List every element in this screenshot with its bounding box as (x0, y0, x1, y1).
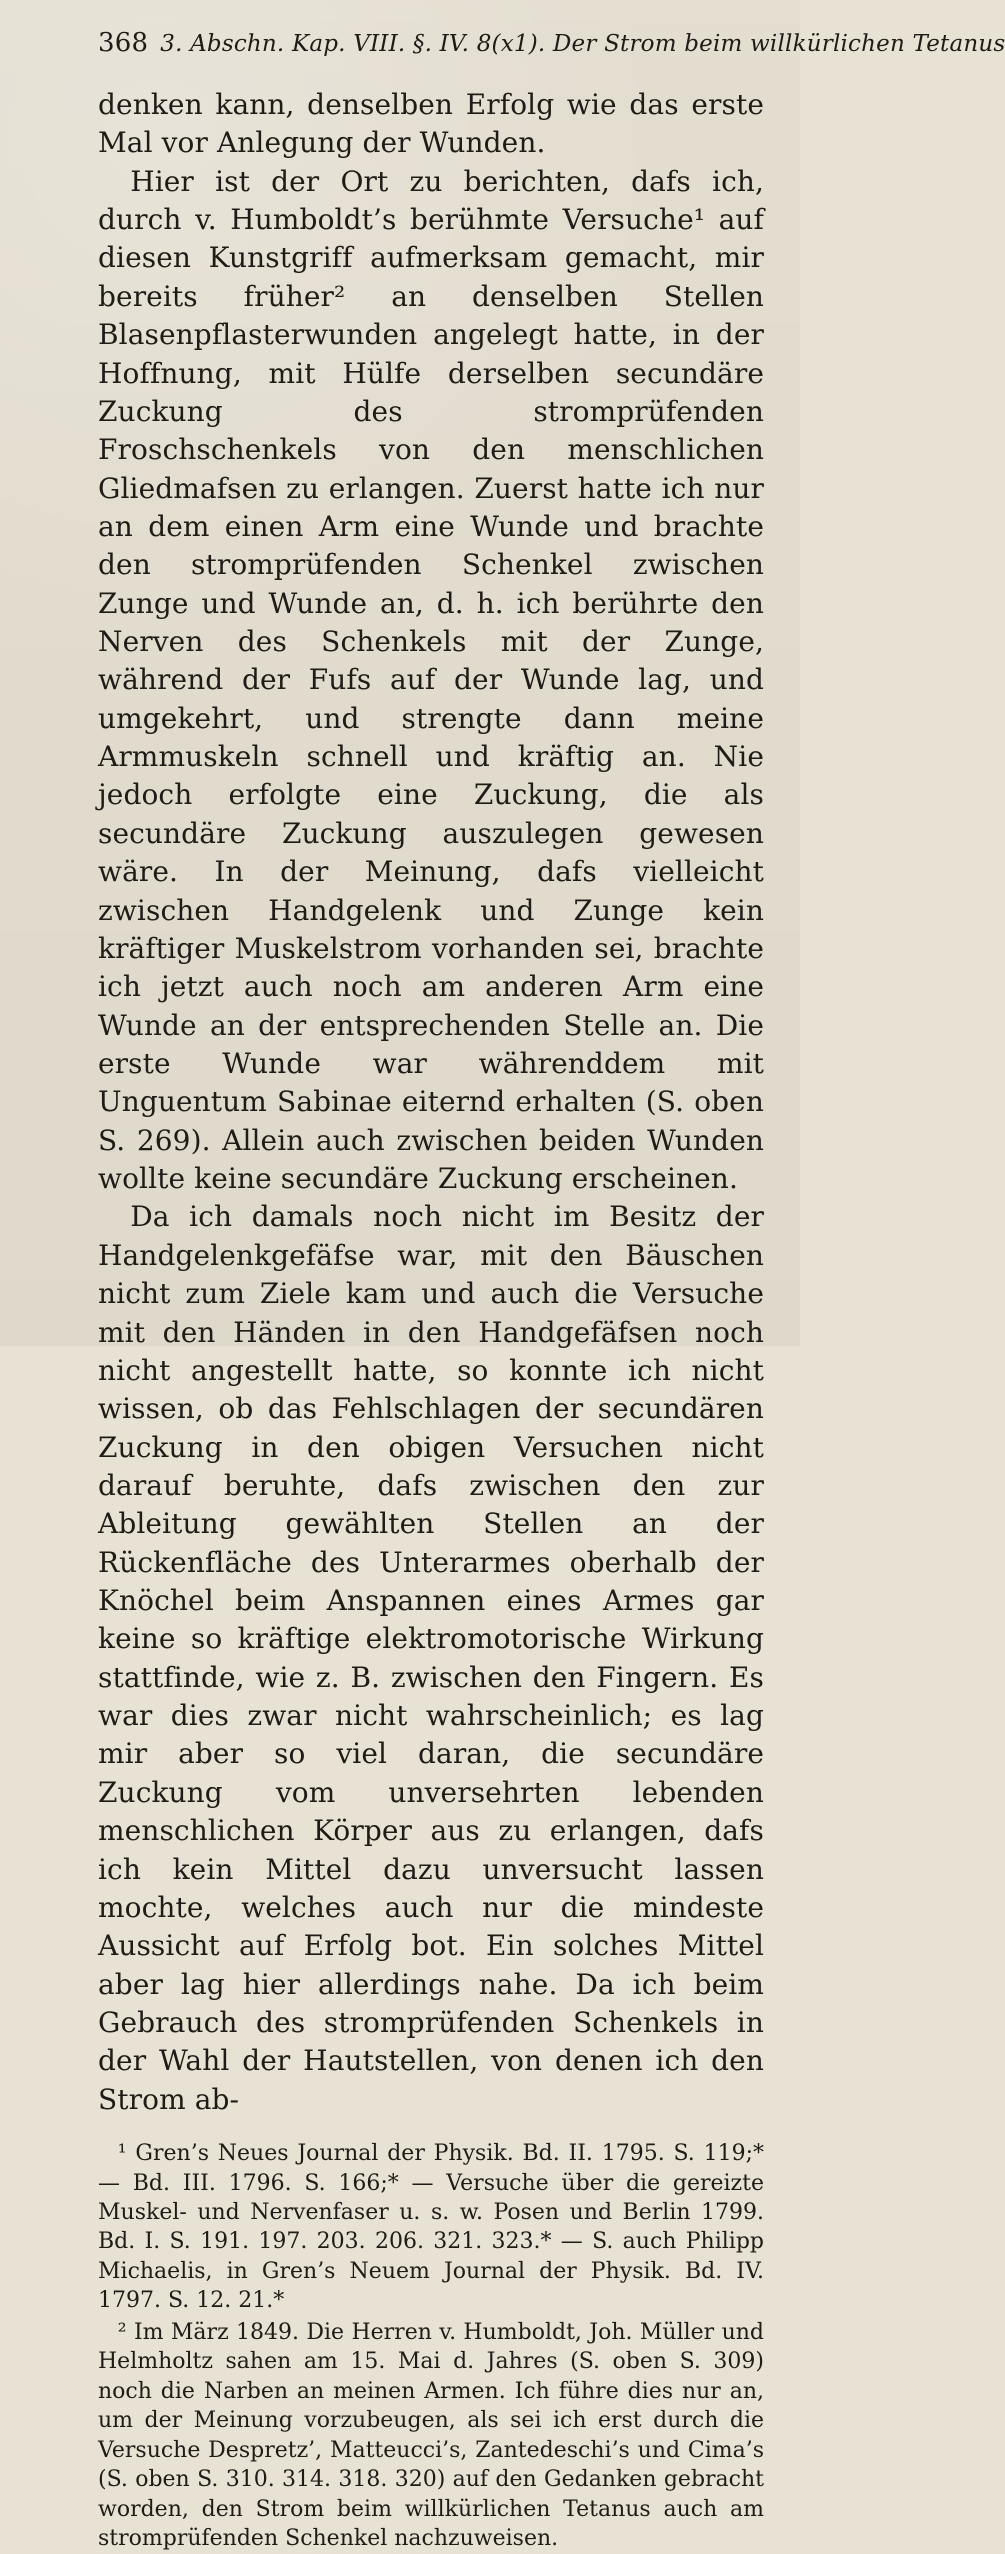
footnotes (98, 2139, 764, 2554)
page-header (98, 28, 1005, 58)
paragraph-da: Da ich damals noch nicht im Besitz der Handgelenkgefäfse war, mit den Bäuschen nicht zum Ziele kam und auch die Versuche mit den Händen in den Handgefäfsen noch nicht angestellt hatte, so konnte ich nicht wissen, ob das Fehlschlagen der secundären Zuckung in den obigen Versuchen nicht darauf beruhte, dafs zwischen den zur Ableitung gewählten Stellen an der Rückenfläche des Unterarmes oberhalb der Knöchel beim Anspannen eines Armes gar keine so kräftige elektromotorische Wirkung stattfinde, wie z. B. zwischen den Fingern. Es war dies zwar nicht wahrscheinlich; es lag mir aber so viel daran, die secundäre Zuckung vom unversehrten lebenden menschlichen Körper aus zu erlangen, dafs ich kein Mittel dazu unversucht lassen mochte, welches auch nur die mindeste Aussicht auf Erfolg bot. Ein solches Mittel aber lag hier allerdings nahe. Da ich beim Gebrauch des stromprüfenden Schenkels in der Wahl der Hautstellen, von denen ich den Strom ab- (98, 1200, 764, 2116)
paragraph-continuation: denken kann, denselben Erfolg wie das erste Mal vor Anlegung der Wunden. (98, 88, 764, 160)
page-number: 368 (98, 28, 149, 58)
body-text (98, 86, 764, 2119)
paragraph-hier: Hier ist der Ort zu berichten, dafs ich, durch v. Humboldt’s berühmte Versuche¹ auf diesen Kunstgriff aufmerksam gemacht, mir bereits früher² an denselben Stellen Blasenpflasterwunden angelegt hatte, in der Hoffnung, mit Hülfe derselben secundäre Zuckung des stromprüfenden Froschschenkels von den menschlichen Gliedmafsen zu erlangen. Zuerst hatte ich nur an dem einen Arm eine Wunde und brachte den stromprüfenden Schenkel zwischen Zunge und Wunde an, d. h. ich berührte den Nerven des Schenkels mit der Zunge, während der Fufs auf der Wunde lag, und umgekehrt, und strengte dann meine Armmuskeln schnell und kräftig an. Nie jedoch erfolgte eine Zuckung, die als secundäre Zuckung auszulegen gewesen wäre. In der Meinung, dafs vielleicht zwischen Handgelenk und Zunge kein kräftiger Muskelstrom vorhanden sei, brachte ich jetzt auch noch am anderen Arm eine Wunde an der entsprechenden Stelle an. Die erste Wunde war währenddem mit Unguentum Sabinae eiternd erhalten (S. oben S. 269). Allein auch zwischen beiden Wunden wollte keine secundäre Zuckung erscheinen. (98, 164, 764, 1196)
footnote-2: ² Im März 1849. Die Herren v. Humboldt, Joh. Müller und Helmholtz sahen am 15. Mai d. Jahres (S. oben S. 309) noch die Narben an meinen Armen. Ich führe dies nur an, um der Meinung vorzubeugen, als sei ich erst durch die Versuche Despretz’, Matteucci’s, Zantedeschi’s und Cima’s (S. oben S. 310. 314. 318. 320) auf den Gedanken gebracht worden, den Strom beim willkürlichen Tetanus auch am stromprüfenden Schenkel nachzuweisen. (98, 2319, 764, 2552)
footnote-1: ¹ Gren’s Neues Journal der Physik. Bd. II. 1795. S. 119;* — Bd. III. 1796. S. 166;* — Versuche über die gereizte Muskel- und Nervenfaser u. s. w. Posen und Berlin 1799. Bd. I. S. 191. 197. 203. 206. 321. 323.* — S. auch Philipp Michaelis, in Gren’s Neuem Journal der Physik. Bd. IV. 1797. S. 12. 21.* (98, 2141, 764, 2314)
running-head: 3. Abschn. Kap. VIII. §. IV. 8(x1). Der Strom beim willkürlichen Tetanus (160, 31, 1005, 57)
